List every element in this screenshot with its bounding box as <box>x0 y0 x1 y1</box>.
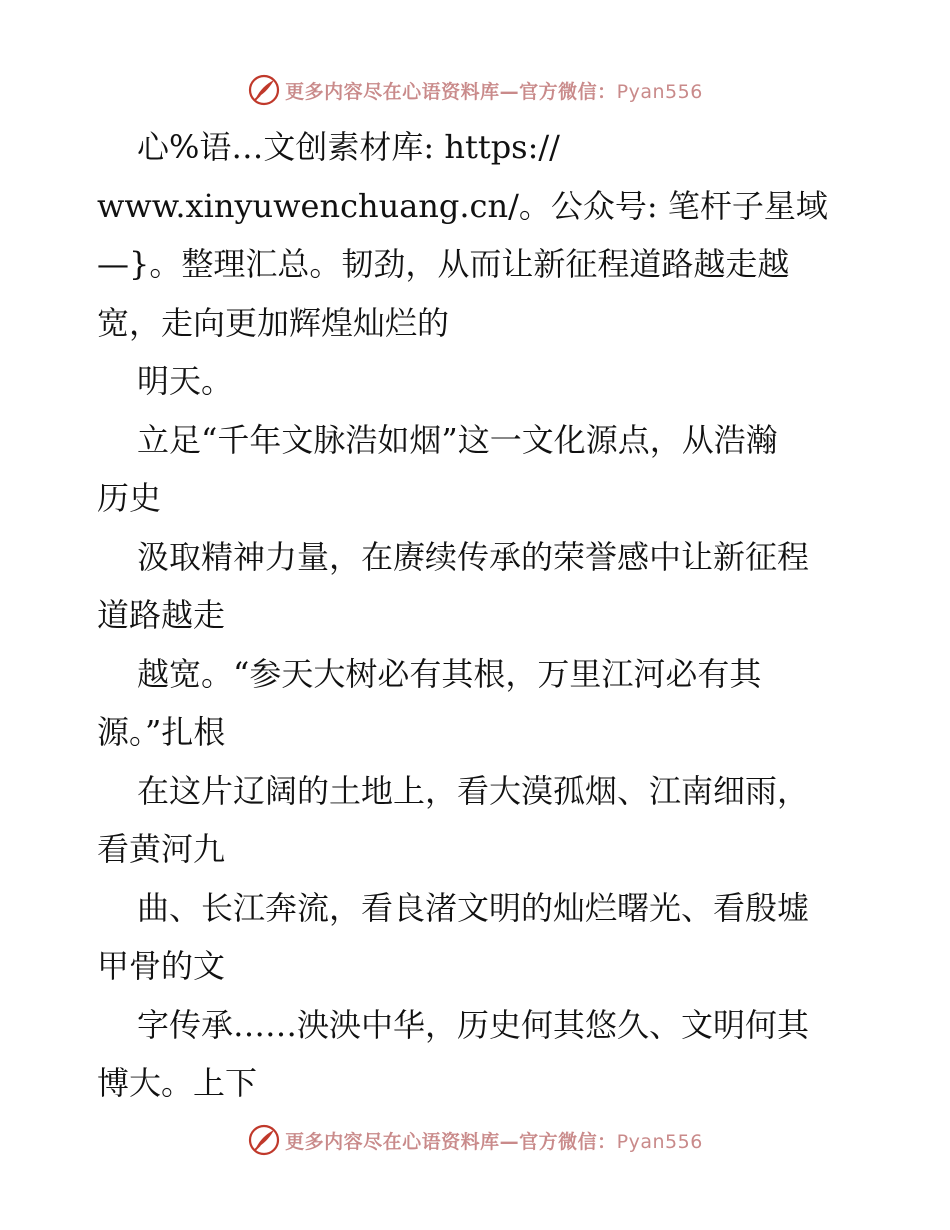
text-line: 字传承……泱泱中华，历史何其悠久、文明何其 <box>137 1005 810 1044</box>
header-watermark <box>0 70 950 110</box>
feather-logo-icon <box>247 73 281 107</box>
watermark-text: 更多内容尽在心语资料库—官方微信：Pyan556 <box>285 1130 703 1153</box>
feather-logo-icon <box>247 1123 281 1157</box>
text-line: 源。”扎根 <box>97 713 226 751</box>
text-line: www.xinyuwenchuang.cn/。公众号: 笔杆子星域 <box>97 186 828 225</box>
text-line: 汲取精神力量，在赓续传承的荣誉感中让新征程 <box>137 537 810 576</box>
footer-watermark <box>0 1120 950 1160</box>
text-line: 明天。 <box>137 362 234 400</box>
body-text <box>97 118 857 1113</box>
text-line: 心%语…文创素材库: https:// <box>137 128 560 166</box>
watermark-text: 更多内容尽在心语资料库—官方微信：Pyan556 <box>285 80 703 103</box>
text-line: 立足“千年文脉浩如烟”这一文化源点，从浩瀚 <box>137 420 778 459</box>
text-line: 宽，走向更加辉煌灿烂的 <box>97 303 450 342</box>
text-line: 历史 <box>97 479 162 517</box>
text-line: 在这片辽阔的土地上，看大漠孤烟、江南细雨， <box>137 771 810 810</box>
text-line: 道路越走 <box>97 596 226 634</box>
text-line: —}。整理汇总。韧劲，从而让新征程道路越走越 <box>97 245 790 283</box>
text-line: 越宽。“参天大树必有其根，万里江河必有其 <box>137 654 762 693</box>
text-line: 博大。上下 <box>97 1064 258 1102</box>
text-line: 曲、长江奔流，看良渚文明的灿烂曙光、看殷墟 <box>137 888 810 927</box>
text-line: 看黄河九 <box>97 830 226 868</box>
text-line: 甲骨的文 <box>97 947 226 985</box>
